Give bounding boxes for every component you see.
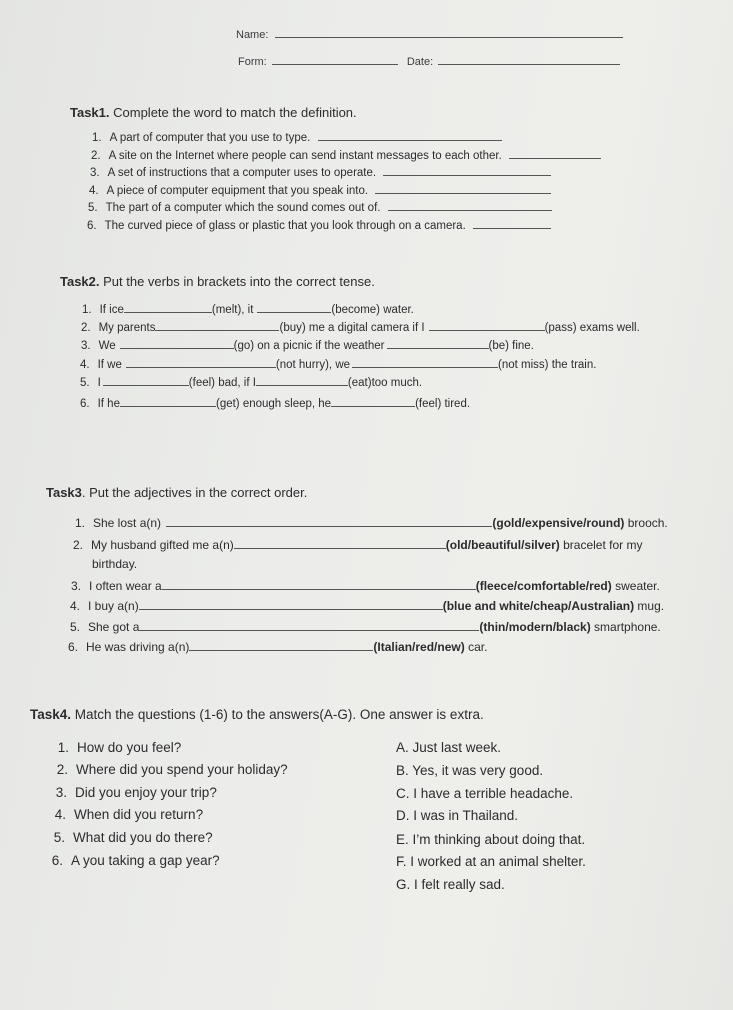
task4-title [30, 707, 484, 722]
answer-blank[interactable] [162, 579, 476, 590]
answer-blank[interactable] [473, 218, 551, 229]
item-number: 2. [81, 322, 91, 334]
task1-item [92, 130, 502, 144]
item-text: (not hurry), we [275, 359, 351, 371]
answer-blank[interactable] [318, 130, 502, 141]
question-text: Where did you spend your holiday? [76, 762, 288, 777]
item-number: 3. [90, 167, 100, 179]
item-text: I often wear a [89, 579, 162, 593]
answer-option: A. Just last week. [396, 740, 502, 755]
item-number: 2. [56, 762, 68, 777]
item-number: 5. [88, 202, 98, 214]
item-text: (get) enough sleep, he [215, 398, 332, 410]
adjectives-hint: (fleece/comfortable/red) [475, 579, 612, 593]
answer-blank[interactable] [120, 396, 216, 407]
answer-blank[interactable] [331, 396, 415, 407]
task2-item [80, 375, 422, 389]
form-blank[interactable] [272, 54, 398, 65]
item-text: car. [464, 640, 488, 654]
question-item [49, 830, 213, 845]
item-text: (eat)too much. [347, 377, 423, 389]
question-text: Did you enjoy your trip? [75, 785, 217, 800]
task3-title [46, 485, 307, 500]
answer-blank[interactable] [383, 165, 551, 176]
item-number: 4. [80, 359, 90, 371]
answer-blank[interactable] [509, 148, 601, 159]
item-number: 1. [74, 516, 85, 530]
item-text: My husband gifted me a(n) [91, 538, 234, 552]
item-text: bracelet for my [559, 538, 643, 552]
question-item [53, 740, 181, 755]
question-item [50, 807, 203, 822]
answer-blank[interactable] [139, 620, 479, 631]
adjectives-hint: (old/beautiful/silver) [445, 538, 560, 552]
date-blank[interactable] [438, 54, 620, 65]
item-number: 4. [54, 807, 66, 822]
task3-instruction: . Put the adjectives in the correct order. [81, 485, 308, 500]
answer-blank[interactable] [375, 183, 551, 194]
question-text: A you taking a gap year? [71, 853, 220, 868]
item-text: (pass) exams well. [544, 322, 640, 334]
answer-option: E. I’m thinking about doing that. [396, 832, 586, 847]
item-text: A piece of computer equipment that you speak into. [106, 185, 369, 197]
item-text: I [97, 377, 101, 389]
answer-blank[interactable] [120, 338, 234, 349]
item-text: We [98, 340, 116, 352]
adjectives-hint: (gold/expensive/round) [492, 516, 625, 530]
task2-title [60, 274, 375, 289]
question-item [51, 785, 217, 800]
date-label: Date: [406, 56, 434, 68]
answer-blank[interactable] [257, 302, 331, 313]
item-number: 3. [70, 579, 81, 593]
item-text: A site on the Internet where people can send instant messages to each other. [108, 150, 502, 162]
task1-item [90, 165, 551, 179]
task4-label: Task4. [30, 707, 72, 722]
name-blank[interactable] [275, 27, 623, 38]
task4-instruction: Match the questions (1-6) to the answers(A-G). One answer is extra. [71, 707, 484, 722]
item-text: brooch. [624, 516, 668, 530]
answer-option: C. I have a terrible headache. [396, 786, 574, 801]
item-text: (be) fine. [488, 340, 534, 352]
task2-instruction: Put the verbs in brackets into the correct tense. [99, 274, 375, 289]
answer-blank[interactable] [103, 375, 189, 386]
task2-item [81, 338, 534, 352]
item-text: If ice [99, 304, 124, 316]
item-text: She got a [88, 620, 140, 634]
answer-option: G. I felt really sad. [396, 877, 505, 892]
answer-blank[interactable] [387, 338, 489, 349]
item-text: mug. [634, 599, 665, 613]
item-number: 4. [89, 185, 99, 197]
item-number: 6. [67, 640, 78, 654]
item-number: 4. [69, 599, 80, 613]
question-text: What did you do there? [73, 830, 213, 845]
item-text: The curved piece of glass or plastic that you look through on a camera. [104, 220, 466, 232]
item-number: 5. [80, 377, 90, 389]
task1-instruction: Complete the word to match the definition. [109, 105, 357, 120]
task2-label: Task2. [60, 274, 100, 289]
item-text: A set of instructions that a computer uses to operate. [107, 167, 377, 179]
item-text: I buy a(n) [88, 599, 139, 613]
answer-blank[interactable] [352, 357, 498, 368]
item-text: She lost a(n) [93, 516, 162, 530]
task3-item [69, 516, 668, 530]
answer-blank[interactable] [429, 320, 545, 331]
task1-label: Task1. [70, 105, 110, 120]
item-text: If he [97, 398, 120, 410]
question-item [47, 853, 220, 868]
item-number: 2. [91, 150, 101, 162]
answer-option: B. Yes, it was very good. [396, 763, 544, 778]
form-date-row [238, 54, 620, 68]
task1-item [87, 218, 551, 232]
name-row [236, 27, 623, 41]
task1-item [89, 183, 551, 197]
adjectives-hint: (Italian/red/new) [373, 640, 465, 654]
item-number: 3. [81, 340, 91, 352]
form-label: Form: [238, 56, 267, 68]
answer-option: F. I worked at an animal shelter. [396, 854, 586, 869]
answer-option: D. I was in Thailand. [396, 808, 519, 823]
item-text: My parents [98, 322, 156, 334]
item-number: 5. [69, 620, 80, 634]
answer-blank[interactable] [166, 516, 492, 527]
task2-item [81, 320, 640, 334]
task3-label: Task3 [46, 485, 82, 500]
item-text: sweater. [611, 579, 660, 593]
item-number: 6. [51, 853, 63, 868]
task3-item-continued [92, 557, 137, 571]
item-number: 6. [87, 220, 97, 232]
item-number: 5. [53, 830, 65, 845]
name-label: Name: [236, 29, 269, 41]
item-number: 3. [55, 785, 67, 800]
item-number: 2. [72, 538, 83, 552]
answer-blank[interactable] [139, 599, 443, 610]
task3-item [64, 620, 661, 634]
answer-blank[interactable] [189, 640, 373, 651]
item-text: (become) water. [331, 304, 414, 316]
task3-item [62, 640, 487, 654]
answer-blank[interactable] [126, 357, 276, 368]
answer-blank[interactable] [234, 538, 446, 549]
answer-blank[interactable] [388, 200, 552, 211]
item-number: 1. [92, 132, 102, 144]
item-text: (feel) bad, if I [188, 377, 256, 389]
task1-item [88, 200, 552, 214]
answer-blank[interactable] [256, 375, 348, 386]
item-text: (melt), it [211, 304, 254, 316]
adjectives-hint: (blue and white/cheap/Australian) [442, 599, 635, 613]
task3-item [67, 538, 642, 552]
answer-blank[interactable] [155, 320, 279, 331]
task2-item [80, 357, 596, 371]
task1-title [70, 105, 357, 120]
item-text: He was driving a(n) [86, 640, 190, 654]
item-number: 6. [80, 398, 90, 410]
item-number: 1. [82, 304, 92, 316]
task2-item [82, 302, 414, 316]
task1-item [91, 148, 601, 162]
item-text: If we [97, 359, 122, 371]
adjectives-hint: (thin/modern/black) [479, 620, 591, 634]
question-item [52, 762, 288, 777]
item-text: (feel) tired. [415, 398, 471, 410]
item-number: 1. [57, 740, 69, 755]
question-text: When did you return? [74, 807, 204, 822]
question-text: How do you feel? [77, 740, 182, 755]
item-text: birthday. [92, 557, 138, 571]
item-text: (go) on a picnic if the weather [233, 340, 385, 352]
item-text: The part of a computer which the sound comes out of. [105, 202, 381, 214]
item-text: A part of computer that you use to type. [109, 132, 311, 144]
item-text: (not miss) the train. [498, 359, 597, 371]
item-text: (buy) me a digital camera if I [279, 322, 425, 334]
task2-item [80, 396, 470, 410]
item-text: smartphone. [590, 620, 661, 634]
task3-item [65, 579, 660, 593]
answer-blank[interactable] [124, 302, 212, 313]
task3-item [64, 599, 664, 613]
